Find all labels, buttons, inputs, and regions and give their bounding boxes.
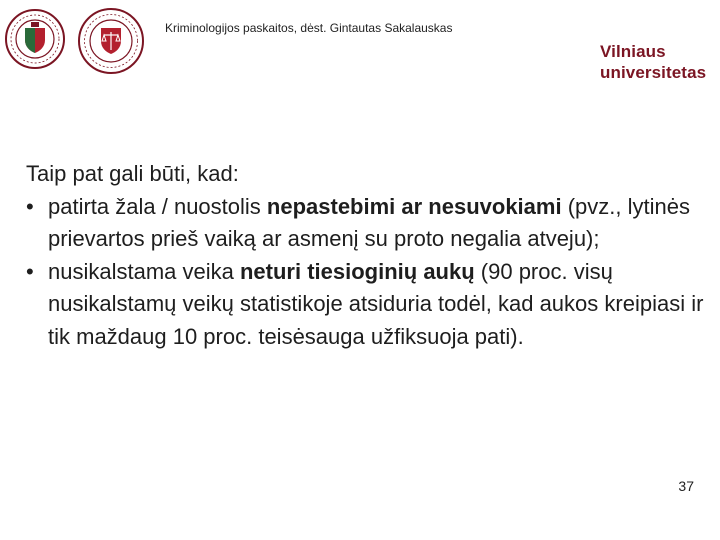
brand-line-1: Vilniaus xyxy=(600,42,666,61)
law-faculty-seal-logo xyxy=(76,6,146,76)
bullet-text: nusikalstama veika xyxy=(48,258,240,284)
bullet-text: patirta žala / nuostolis xyxy=(48,193,267,219)
bullet-emphasis: nepastebimi ar nesuvokiami xyxy=(266,193,562,219)
vilnius-university-seal-logo xyxy=(4,6,66,72)
bullet-text: (pvz., lytinės prievartos prieš vaiką ar asmenį su proto negalia atveju); xyxy=(48,193,690,251)
bullet-text: (90 proc. visų nusikalstamų veikų statistikoje atsiduria todėl, kad aukos kreipiasi ir tik maždaug 10 proc. teisėsauga užfiksuoja pati). xyxy=(48,258,704,349)
brand-line-2: universitetas xyxy=(600,63,707,82)
bullet-list xyxy=(26,191,706,354)
bullet-emphasis: neturi tiesioginių aukų xyxy=(239,258,475,284)
page-number: 37 xyxy=(678,478,694,494)
bullet-item xyxy=(26,191,706,256)
slide-body xyxy=(26,158,706,353)
vilnius-university-wordmark xyxy=(600,41,706,83)
bullet-symbol: • xyxy=(26,193,34,219)
intro-text: Taip pat gali būti, kad: xyxy=(26,161,239,186)
course-header: Kriminologijos paskaitos, dėst. Gintautas Sakalauskas xyxy=(165,21,453,35)
bullet-symbol: • xyxy=(26,258,34,284)
bullet-item xyxy=(26,256,706,354)
